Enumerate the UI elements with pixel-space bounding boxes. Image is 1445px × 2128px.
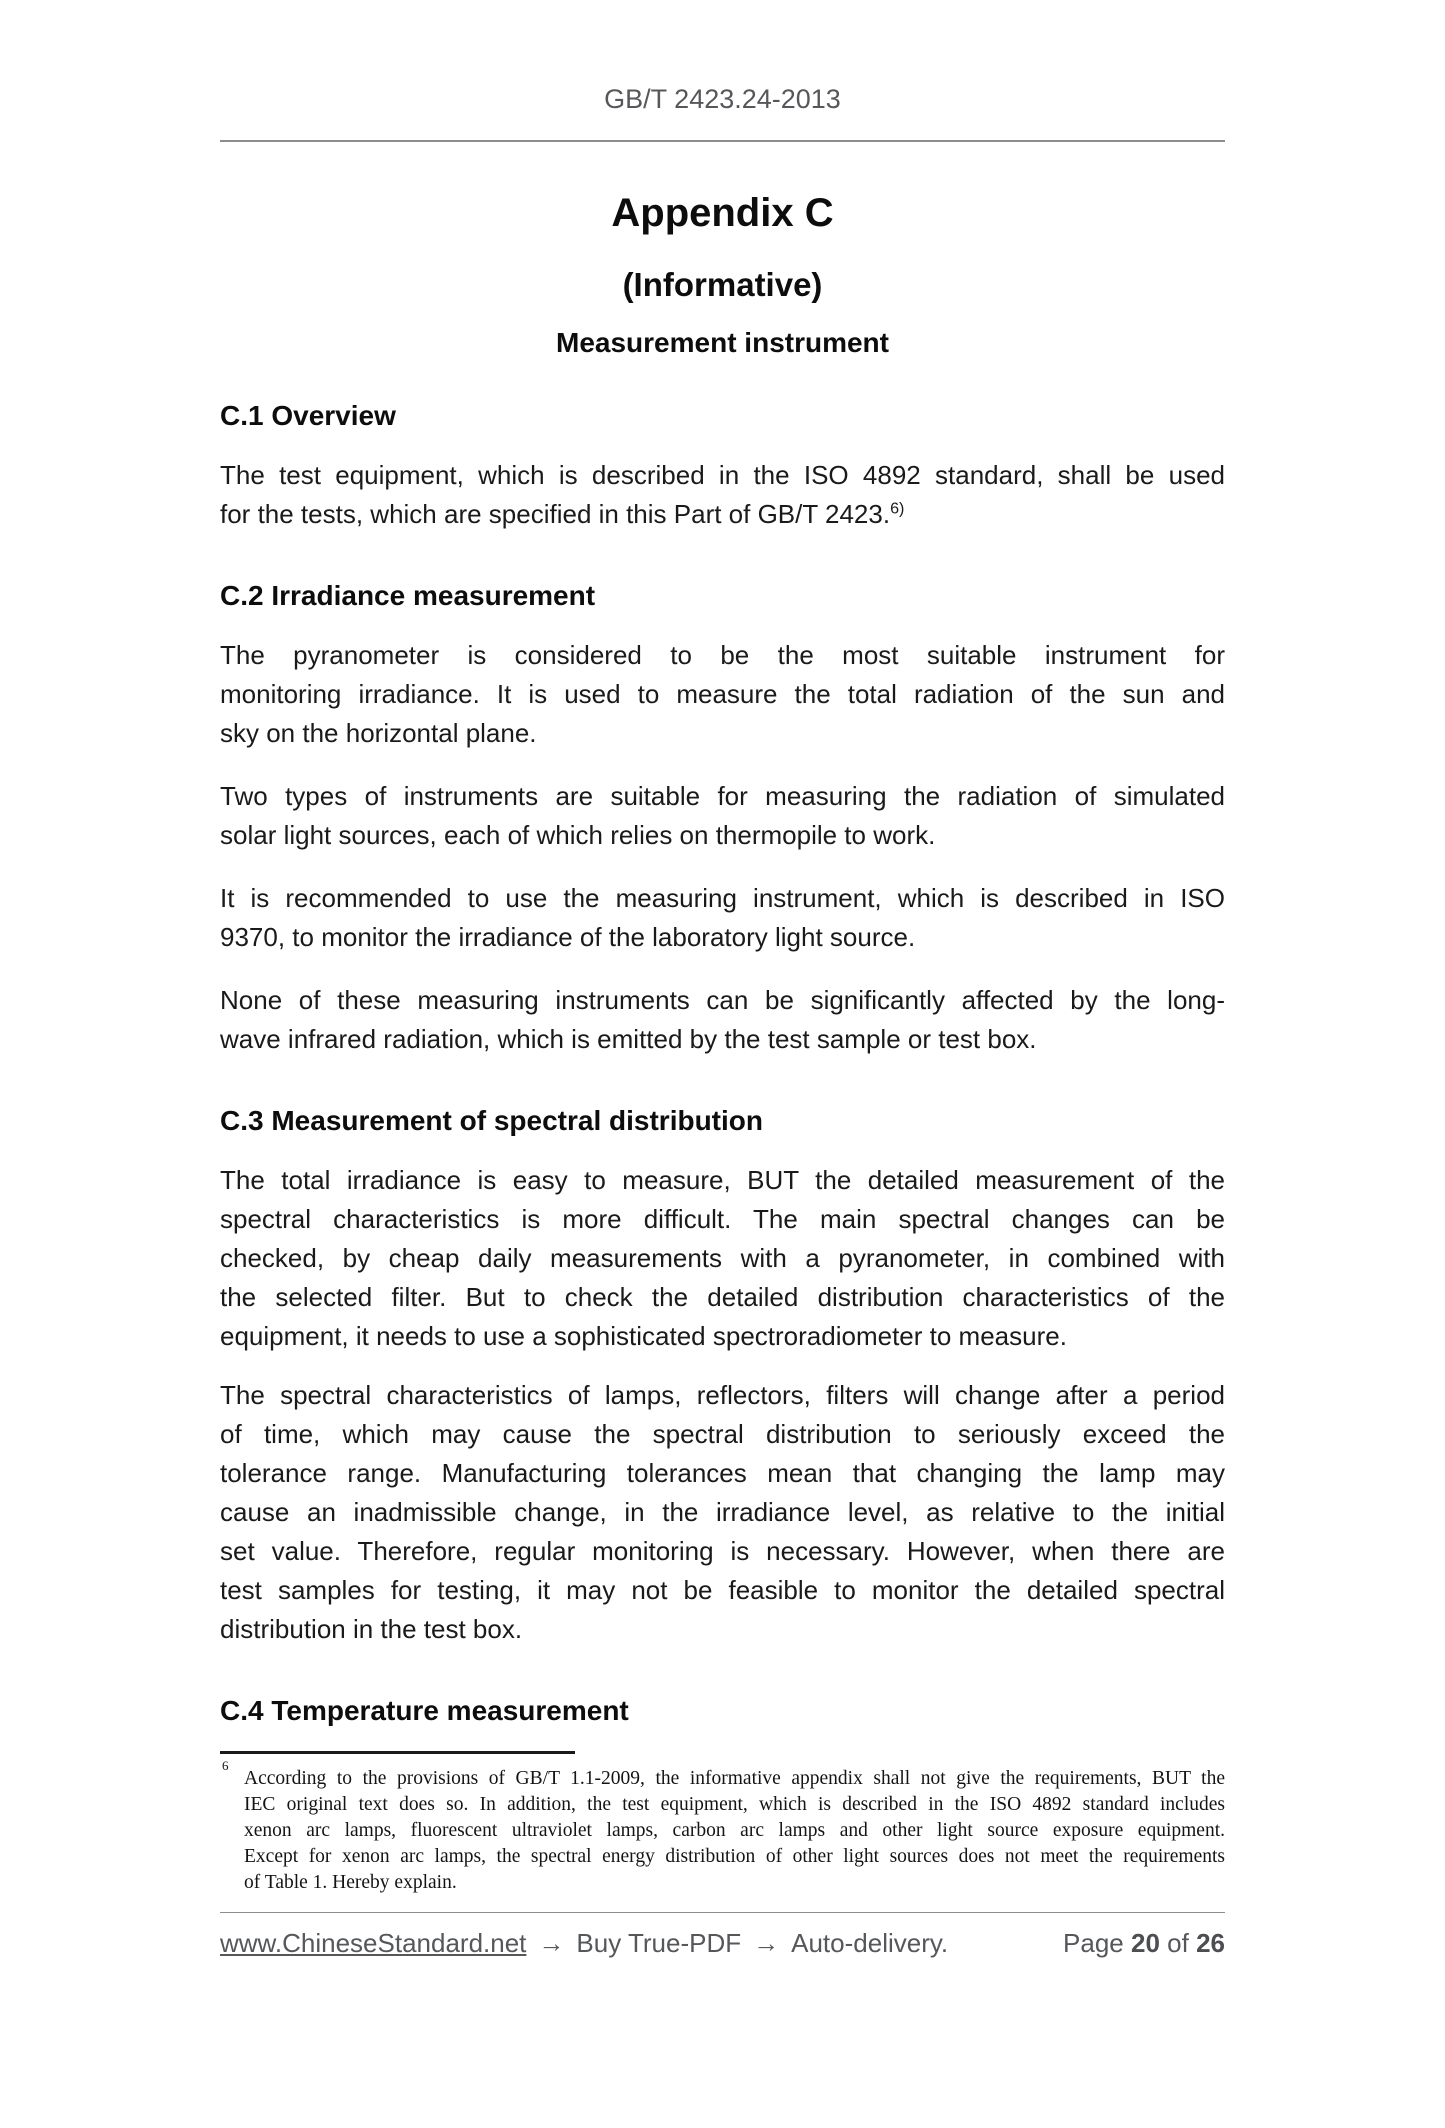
body-line: monitoring irradiance. It is used to measure the total radiation of the sun and (220, 679, 1225, 709)
footnote-line: of Table 1. Hereby explain. (244, 1872, 457, 1893)
page-footer (220, 1927, 1225, 1959)
paragraph (220, 879, 1225, 957)
paragraph (220, 981, 1225, 1059)
of-label: of (1167, 1928, 1189, 1958)
document-page (220, 84, 1225, 1959)
footer-source-line (220, 1927, 948, 1959)
page-number-indicator (1063, 1927, 1225, 1959)
body-line: wave infrared radiation, which is emitted by the test sample or test box. (220, 1024, 1037, 1054)
footnote-separator (220, 1751, 575, 1754)
body-line: tolerance range. Manufacturing tolerances mean that changing the lamp may (220, 1458, 1225, 1488)
page-label: Page (1063, 1928, 1124, 1958)
body-line: cause an inadmissible change, in the irradiance level, as relative to the initial (220, 1497, 1225, 1527)
body-line: 9370, to monitor the irradiance of the laboratory light source. (220, 922, 916, 952)
header-divider (220, 140, 1225, 142)
footnote: 6 According to the provisions of GB/T 1.1-2009, the informative appendix shall not give the requirements, BUT the IEC original text does so. In addition, the test equipment, which is described in the ISO 4892 standard includes xenon arc lamps, fluorescent ultraviolet lamps, carbon arc lamps and other light source exposure equipment. Except for xenon arc lamps, the spectral energy distribution of other light sources does not meet the requirements of Table 1. Hereby explain. (220, 1766, 1225, 1896)
auto-delivery-label: Auto-delivery. (791, 1928, 949, 1958)
paragraph (220, 1161, 1225, 1356)
body-line: for the tests, which are specified in this Part of GB/T 2423.$^{6)}$ (220, 499, 905, 529)
section-heading: C.1 Overview (220, 400, 396, 431)
body-line: of time, which may cause the spectral distribution to seriously exceed the (220, 1419, 1225, 1449)
arrow-icon: → (753, 1928, 780, 1958)
body-line: The total irradiance is easy to measure, BUT the detailed measurement of the (220, 1165, 1225, 1195)
total-page-number: 26 (1196, 1928, 1225, 1958)
section-heading: C.4 Temperature measurement (220, 1695, 629, 1726)
appendix-subject: Measurement instrument (556, 327, 889, 358)
document-body (220, 400, 1225, 1727)
paragraph (220, 456, 1225, 534)
footnote-line: Except for xenon arc lamps, the spectral energy distribution of other light sources does not meet the requirements (244, 1846, 1225, 1867)
section-heading: C.2 Irradiance measurement (220, 580, 596, 611)
paragraph (220, 777, 1225, 855)
current-page-number: 20 (1131, 1928, 1160, 1958)
body-line: test samples for testing, it may not be feasible to monitor the detailed spectral (220, 1575, 1225, 1605)
footnote-text (244, 1766, 1225, 1896)
footer-divider (220, 1912, 1225, 1913)
body-line: solar light sources, each of which relies on thermopile to work. (220, 820, 936, 850)
body-line: sky on the horizontal plane. (220, 718, 537, 748)
body-line: set value. Therefore, regular monitoring is necessary. However, when there are (220, 1536, 1225, 1566)
body-line: equipment, it needs to use a sophisticated spectroradiometer to measure. (220, 1321, 1067, 1351)
appendix-title: Appendix C (611, 191, 834, 235)
website-link[interactable]: www.ChineseStandard.net (220, 1928, 527, 1958)
body-line: Two types of instruments are suitable for measuring the radiation of simulated (220, 781, 1225, 811)
arrow-icon: → (538, 1928, 565, 1958)
body-line: The pyranometer is considered to be the most suitable instrument for (220, 640, 1225, 670)
body-line: distribution in the test box. (220, 1614, 523, 1644)
body-line: spectral characteristics is more difficult. The main spectral changes can be (220, 1204, 1225, 1234)
paragraph (220, 636, 1225, 753)
body-line: the selected filter. But to check the detailed distribution characteristics of the (220, 1282, 1225, 1312)
body-line: The spectral characteristics of lamps, reflectors, filters will change after a period (220, 1380, 1225, 1410)
footnote-line: IEC original text does so. In addition, the test equipment, which is described in the ISO 4892 standard includes (244, 1794, 1225, 1815)
footnote-line: xenon arc lamps, fluorescent ultraviolet lamps, carbon arc lamps and other light source exposure equipment. (244, 1820, 1225, 1841)
section-heading: C.3 Measurement of spectral distribution (220, 1105, 763, 1136)
body-line: The test equipment, which is described in the ISO 4892 standard, shall be used (220, 460, 1225, 490)
paragraph (220, 1376, 1225, 1649)
appendix-subtitle: (Informative) (622, 266, 823, 303)
footnote-line: According to the provisions of GB/T 1.1-2009, the informative appendix shall not give the requirements, BUT the (244, 1768, 1225, 1789)
body-line: None of these measuring instruments can be significantly affected by the long- (220, 985, 1225, 1015)
buy-pdf-label: Buy True-PDF (576, 1928, 742, 1958)
body-line: It is recommended to use the measuring instrument, which is described in ISO (220, 883, 1225, 913)
body-line: checked, by cheap daily measurements with a pyranometer, in combined with (220, 1243, 1225, 1273)
document-number-header: GB/T 2423.24-2013 (604, 84, 841, 114)
